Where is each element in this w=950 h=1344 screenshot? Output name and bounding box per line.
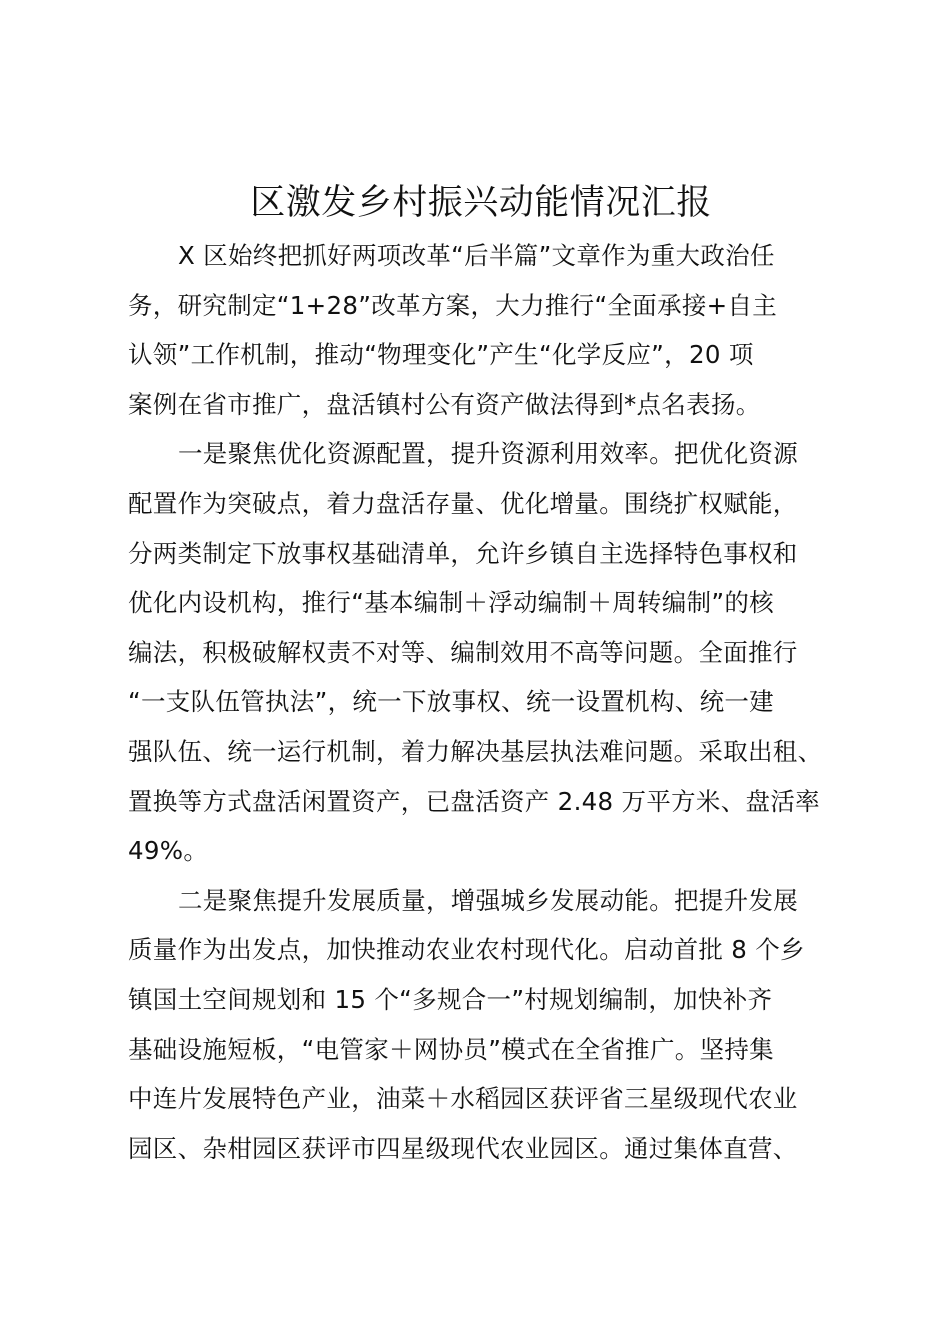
paragraph-3-line-6: 园区、杂柑园区获评市四星级现代农业园区。通过集体直营、 [128, 1133, 798, 1163]
paragraph-2-line-6: “一支队伍管执法”，统一下放事权、统一设置机构、统一建 [128, 687, 774, 717]
paragraph-2-line-9: 49%。 [128, 836, 209, 866]
paragraph-3-line-4: 基础设施短板，“电管家＋网协员”模式在全省推广。坚持集 [128, 1034, 774, 1064]
paragraph-1-line-3: 认领”工作机制，推动“物理变化”产生“化学反应”，20 项 [128, 340, 754, 370]
paragraph-2-line-4: 优化内设机构，推行“基本编制＋浮动编制＋周转编制”的核 [128, 588, 774, 618]
document-title: 区激发乡村振兴动能情况汇报 [250, 183, 712, 223]
paragraph-3-line-1: 二是聚焦提升发展质量，增强城乡发展动能。把提升发展 [178, 885, 798, 915]
paragraph-2-line-2: 配置作为突破点，着力盘活存量、优化增量。围绕扩权赋能， [128, 488, 798, 518]
paragraph-2-line-7: 强队伍、统一运行机制，着力解决基层执法难问题。采取出租、 [128, 736, 823, 766]
paragraph-2-line-1: 一是聚焦优化资源配置，提升资源利用效率。把优化资源 [178, 439, 798, 469]
paragraph-2-line-8: 置换等方式盘活闲置资产，已盘活资产 2.48 万平方米、盘活率 [128, 786, 820, 816]
paragraph-2-line-5: 编法，积极破解权责不对等、编制效用不高等问题。全面推行 [128, 637, 798, 667]
paragraph-1-line-2: 务，研究制定“1+28”改革方案，大力推行“全面承接+自主 [128, 290, 778, 320]
paragraph-3-line-2: 质量作为出发点，加快推动农业农村现代化。启动首批 8 个乡 [128, 935, 805, 965]
paragraph-3-line-5: 中连片发展特色产业，油菜＋水稻园区获评省三星级现代农业 [128, 1084, 798, 1114]
paragraph-1-line-4: 案例在省市推广，盘活镇村公有资产做法得到*点名表扬。 [128, 389, 761, 419]
paragraph-1-line-1: X 区始终把抓好两项改革“后半篇”文章作为重大政治任 [178, 241, 775, 270]
paragraph-3-line-3: 镇国土空间规划和 15 个“多规合一”村规划编制，加快补齐 [128, 984, 773, 1014]
document-body [128, 231, 838, 1173]
paragraph-2-line-3: 分两类制定下放事权基础清单，允许乡镇自主选择特色事权和 [128, 538, 798, 568]
